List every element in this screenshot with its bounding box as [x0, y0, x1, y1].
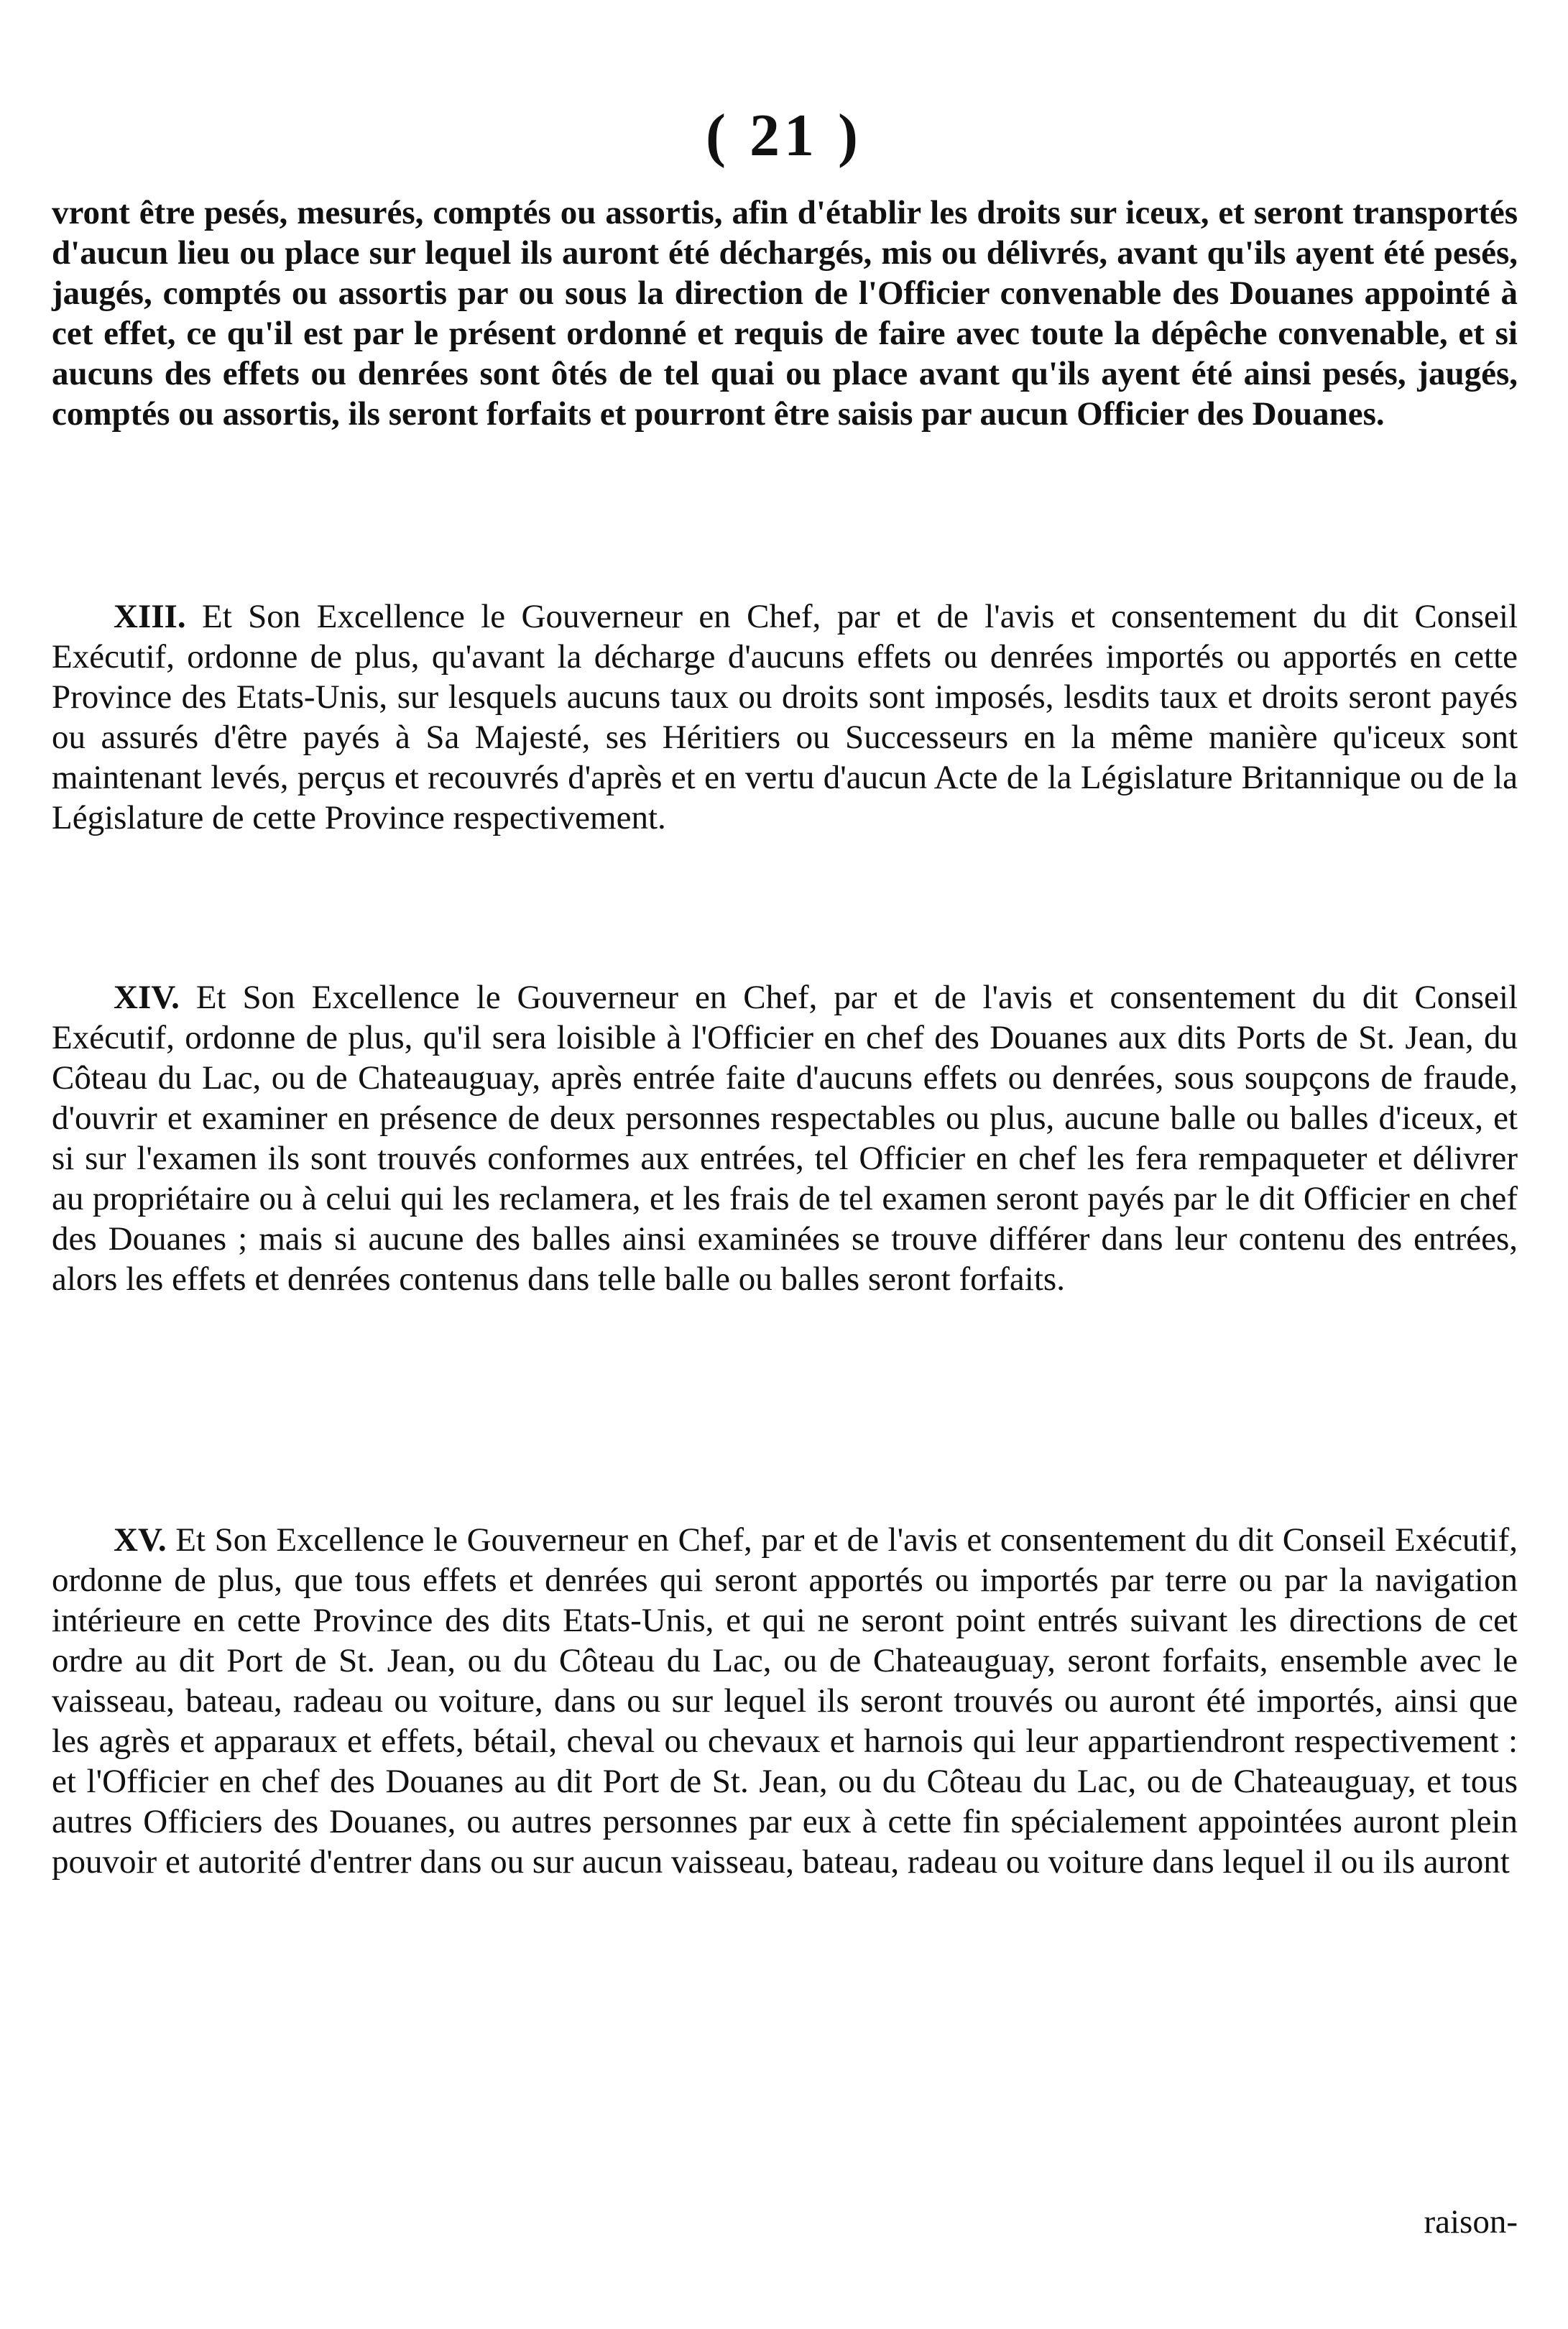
catchword: raison- [1424, 2203, 1518, 2241]
page-number: ( 21 ) [706, 102, 862, 169]
paragraph-article-xiv [52, 977, 1518, 1299]
paragraph-text: Et Son Excellence le Gouverneur en Chef, par et de l'avis et consentement du dit Conseil Exécutif, ordonne de plus, qu'il sera loisible à l'Officier en chef des Douanes aux dits Ports de St. Jean, du Côteau du Lac, ou de Chateauguay, après entrée faite d'aucuns effets ou denrées, sous soupçons de fraude, d'ouvrir et examiner en présence de deux personnes respectables ou plus, aucune balle ou balles d'iceux, et si sur l'examen ils sont trouvés conformes aux entrées, tel Officier en chef les fera rempaqueter et délivrer au propriétaire ou à celui qui les reclamera, et les frais de tel examen seront payés par le dit Officier en chef des Douanes ; mais si aucune des balles ainsi examinées se trouve différer dans leur contenu des entrées, alors les effets et denrées contenus dans telle balle ou balles seront forfaits. [52, 979, 1518, 1298]
paragraph-continuation [52, 193, 1518, 434]
paragraph-article-xiii [52, 596, 1518, 838]
paragraph-text: Et Son Excellence le Gouverneur en Chef, par et de l'avis et consentement du dit Conseil Exécutif, ordonne de plus, que tous effets et denrées qui seront apportés ou importés par terre ou par la navigation intérieure en cette Province des dits Etats-Unis, et qui ne seront point entrés suivant les directions de cet ordre au dit Port de St. Jean, ou du Côteau du Lac, ou de Chateauguay, seront forfaits, ensemble avec le vaisseau, bateau, radeau ou voiture, dans ou sur lequel ils seront trouvés ou auront été importés, ainsi que les agrès et apparaux et effets, bétail, cheval ou chevaux et harnois qui leur appartiendront respectivement : et l'Officier en chef des Douanes au dit Port de St. Jean, ou du Côteau du Lac, ou de Chateauguay, et tous autres Officiers des Douanes, ou autres personnes par eux à cette fin spécialement appointées auront plein pouvoir et autorité d'entrer dans ou sur aucun vaisseau, bateau, radeau ou voiture dans lequel il ou ils auront [52, 1521, 1518, 1881]
paragraph-text: Et Son Excellence le Gouverneur en Chef, par et de l'avis et consentement du dit Conseil Exécutif, ordonne de plus, qu'avant la décharge d'aucuns effets ou denrées importés ou apportés en cette Province des Etats-Unis, sur lesquels aucuns taux ou droits sont imposés, lesdits taux et droits seront payés ou assurés d'être payés à Sa Majesté, ses Héritiers ou Successeurs en la même manière qu'iceux sont maintenant levés, perçus et recouvrés d'après et en vertu d'aucun Acte de la Législature Britannique ou de la Législature de cette Province respectivement. [52, 598, 1518, 836]
article-number: XV. [114, 1521, 167, 1559]
paragraph-article-xv [52, 1520, 1518, 1882]
article-number: XIV. [114, 979, 180, 1016]
paragraph-text: vront être pesés, mesurés, comptés ou assortis, afin d'établir les droits sur iceux, et seront transportés d'aucun lieu ou place sur lequel ils auront été déchargés, mis ou délivrés, avant qu'ils ayent été pesés, jaugés, comptés ou assortis par ou sous la direction de l'Officier convenable des Douanes appointé à cet effet, ce qu'il est par le présent ordonné et requis de faire avec toute la dépêche convenable, et si aucuns des effets ou denrées sont ôtés de tel quai ou place avant qu'ils ayent été ainsi pesés, jaugés, comptés ou assortis, ils seront forfaits et pourront être saisis par aucun Officier des Douanes. [52, 194, 1518, 433]
article-number: XIII. [114, 598, 186, 635]
